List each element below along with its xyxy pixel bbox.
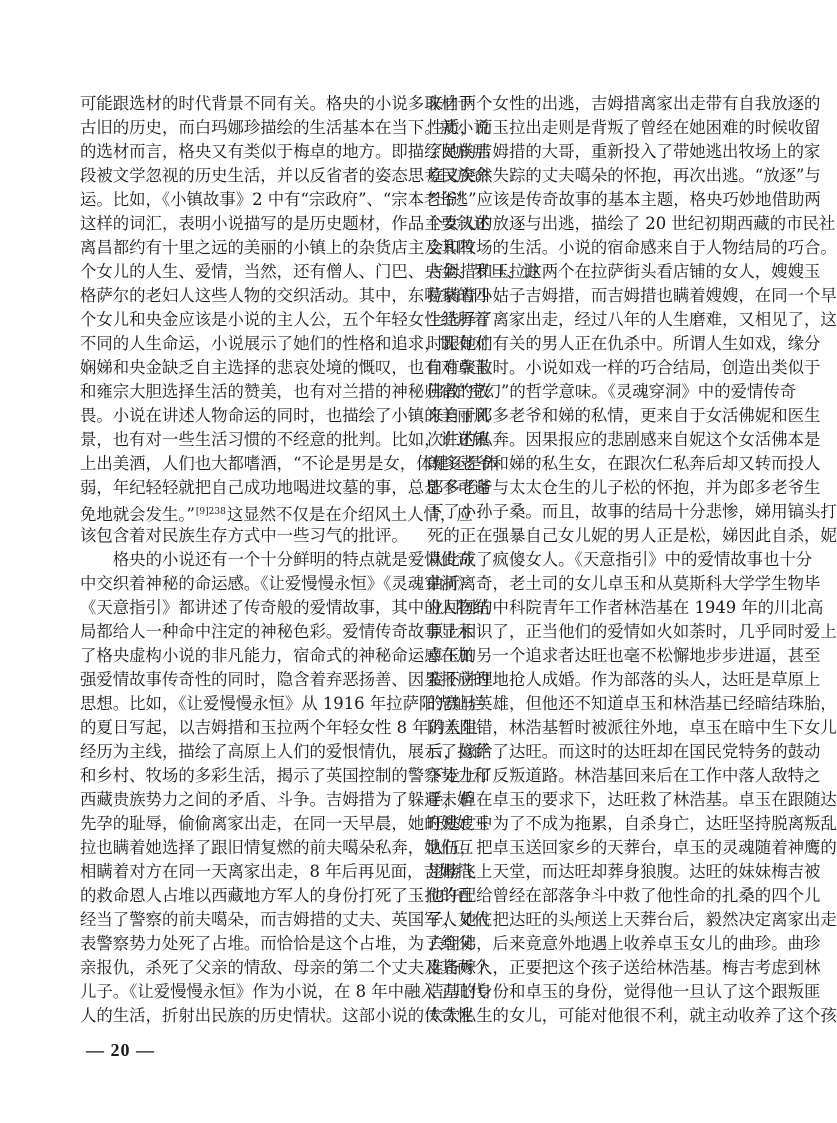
line-text: 的赛马英雄，但他还不知道卓玉和林浩基已经暗结珠胎， — [427, 694, 837, 713]
text-line — [80, 92, 474, 116]
line-text: 强爱情故事传奇性的同时，隐含着弃恶扬善、因果报应的 — [80, 670, 490, 689]
right-text-column — [427, 92, 837, 1028]
text-line — [80, 1004, 474, 1028]
text-line — [80, 836, 474, 860]
line-text: 队伍，把卓玉送回家乡的天葬台，卓玉的灵魂随着神鹰的 — [427, 838, 837, 857]
text-line — [427, 980, 821, 1004]
text-line — [80, 452, 499, 476]
line-text: 个女儿和央金应该是小说的主人公，五个年轻女性经历着 — [80, 310, 490, 329]
text-line — [80, 284, 490, 308]
line-text: 性质，而玉拉出走则是背叛了曾经在她困难的时候收留 — [427, 118, 821, 137]
line-text: 手，但在卓玉的要求下，达旺救了林浩基。卓玉在跟随达 — [427, 790, 837, 809]
text-line — [427, 284, 837, 308]
line-text: 业回国的中科院青年工作者林浩基在 1949 年的川北高 — [427, 598, 824, 617]
line-text: 阴差阳错，林浩基暂时被派往外地，卓玉在暗中生下女儿 — [427, 718, 837, 737]
line-text: 景，也有对一些生活习惯的不经意的批判。比如，讲述镇 — [80, 430, 490, 449]
line-text: 亲报仇，杀死了父亲的情敌、母亲的第二个丈夫及其两个 — [80, 958, 490, 977]
text-line — [80, 620, 474, 644]
line-text: 《天意指引》都讲述了传奇般的爱情故事，其中的人物结 — [80, 598, 490, 617]
line-text: 后，嫁给了达旺。而这时的达旺却在国民党特务的鼓动 — [427, 742, 821, 761]
text-line — [427, 260, 821, 284]
text-line — [80, 908, 490, 932]
text-line — [427, 404, 821, 428]
line-text: 郎多老爷与太太仓生的儿子松的怀抱，并为郎多老爷生 — [427, 478, 821, 497]
line-text: 上选择了离家出走，经过八年的人生磨难，又相见了，这 — [427, 310, 837, 329]
line-text: 原上相识了，正当他们的爱情如火如荼时，几乎同时爱上 — [427, 622, 837, 641]
line-text: 自有聚散时。小说如戏一样的巧合结局，创造出类似于 — [427, 358, 821, 377]
text-line — [427, 788, 837, 812]
line-text: 佛教“空幻”的哲学意味。《灵魂穿洞》中的爱情传奇 — [427, 382, 797, 401]
text-line — [427, 332, 821, 356]
text-line — [80, 356, 490, 380]
text-line — [427, 380, 797, 404]
line-text: 格萨尔的老妇人这些人物的交织活动。其中，东噶家的四 — [80, 286, 490, 305]
line-text: 拉瞒着小姑子吉姆措，而吉姆措也瞒着嫂嫂，在同一个早 — [427, 286, 837, 305]
line-text: 吉姆措和玉拉这两个在拉萨街头看店铺的女人，嫂嫂玉 — [427, 262, 821, 281]
line-text: 弱，年纪轻轻就把自己成功地喝进坟墓的事，总是不可避 — [80, 478, 490, 497]
line-text: 朗多老爷和娣的私生女，在跟次仁私奔后却又转而投人 — [427, 454, 821, 473]
line-text: 和乡村、牧场的多彩生活，揭示了英国控制的警察势力和 — [80, 766, 490, 785]
line-text: 运。比如，《小镇故事》2 中有“宗政府”、“宗本老爷” — [80, 190, 466, 209]
text-line — [427, 908, 837, 932]
text-line — [80, 380, 490, 404]
text-line — [427, 476, 821, 500]
line-text: 太太私生的女儿，可能对他很不利，就主动收养了这个孩 — [427, 1006, 837, 1025]
text-line — [427, 356, 821, 380]
line-text: 庭又突然失踪的丈夫噶朵的怀抱，再次出逃。“放逐”与 — [427, 166, 821, 185]
text-line — [80, 212, 490, 236]
line-text: 相瞒着对方在同一天离家出走，8 年后再见面，吉姆措 — [80, 862, 473, 881]
text-line — [80, 740, 490, 764]
line-text: 从此成了疯傻女人。《天意指引》中的爱情故事也十分 — [427, 550, 813, 569]
text-line — [80, 548, 474, 572]
text-line — [427, 692, 837, 716]
line-text: 可能跟选材的时代背景不同有关。格央的小说多取材于 — [80, 94, 474, 113]
line-text: 表警察势力处死了占堆。而恰恰是这个占堆，为了给父 — [80, 934, 474, 953]
line-text: 的救命恩人占堆以西藏地方军人的身份打死了玉拉的已 — [80, 886, 474, 905]
page-number: — 20 — — [86, 1040, 155, 1060]
line-text: 离昌都约有十里之远的美丽的小镇上的杂货店主及其四 — [80, 238, 474, 257]
line-text: 了她的吉姆措的大哥，重新投入了带她逃出牧场上的家 — [427, 142, 821, 161]
text-line — [80, 596, 490, 620]
citation-reference: [9]238 — [195, 507, 226, 517]
line-text: 经历为主线，描绘了高原上人们的爱恨情仇，展示了拉萨 — [80, 742, 490, 761]
text-line — [80, 500, 473, 524]
line-text: 个女人的放逐与出逃，描绘了 20 世纪初期西藏的市民社 — [427, 214, 836, 233]
line-text: 下走上了反叛道路。林浩基回来后在工作中落人敌特之 — [427, 766, 821, 785]
line-text: 古旧的历史，而白玛娜珍描绘的生活基本在当下。就小说 — [80, 118, 490, 137]
text-line — [80, 116, 490, 140]
text-line — [427, 500, 837, 524]
line-text: 来自于郎多老爷和娣的私情，更来自于女活佛妮和医生 — [427, 406, 821, 425]
text-line — [427, 884, 821, 908]
text-line — [427, 860, 821, 884]
line-text: 蛮不讲理地抢人成婚。作为部落的头人，达旺是草原上 — [427, 670, 821, 689]
text-line — [80, 404, 490, 428]
line-text: 死的正在强暴自己女儿妮的男人正是松，娣因此自杀，妮 — [427, 526, 837, 545]
text-line — [427, 524, 837, 548]
text-line — [80, 308, 490, 332]
line-text: 了格央虚构小说的非凡能力，宿命式的神秘命运感在加 — [80, 646, 474, 665]
line-text: 来自两个女性的出逃，吉姆措离家出走带有自我放逐的 — [427, 94, 821, 113]
line-text: 中交织着神秘的命运感。《让爱慢慢永恒》《灵魂穿洞》 — [80, 574, 474, 593]
text-line — [427, 812, 837, 836]
text-line — [427, 596, 824, 620]
line-text: 娴娣和央金缺乏自主选择的悲哀处境的慨叹，也有对卓玉 — [80, 358, 490, 377]
line-text: 局都给人一种命中注定的神秘色彩。爱情传奇故事显示 — [80, 622, 474, 641]
text-line — [427, 620, 837, 644]
line-text: 畏。小说在讲述人物命运的同时，也描绘了小镇的美丽风 — [80, 406, 490, 425]
line-text: 的选材而言，格央又有类似于梅卓的地方。即描绘民族那 — [80, 142, 490, 161]
line-text: 去朝佛，后来竟意外地遇上收养卓玉女儿的曲珍。曲珍 — [427, 934, 821, 953]
text-line — [427, 716, 837, 740]
line-text: 儿子。《让爱慢慢永恒》作为小说，在 8 年中融入了几代 — [80, 982, 487, 1001]
text-line — [80, 572, 474, 596]
text-line — [80, 164, 490, 188]
text-line — [80, 260, 539, 284]
text-line — [80, 884, 474, 908]
line-text: 的夏日写起，以吉姆措和玉拉两个年轻女性 8 年的人生 — [80, 718, 478, 737]
line-text: “出逃”应该是传奇故事的基本主题，格央巧妙地借助两 — [427, 190, 821, 209]
line-text: 不同的人生命运，小说展示了她们的性格和追求，既有对 — [80, 334, 490, 353]
line-text: 先孕的耻辱，偷偷离家出走，在同一天早晨，她的嫂嫂玉 — [80, 814, 490, 833]
text-line — [427, 668, 821, 692]
text-line — [427, 92, 821, 116]
line-text: 时跟她们有关的男人正在仇杀中。所谓人生如戏，缘分 — [427, 334, 821, 353]
text-line — [80, 140, 490, 164]
line-text: 免地就会发生。” — [80, 505, 195, 524]
text-line — [427, 644, 821, 668]
text-line — [427, 764, 821, 788]
text-line — [427, 740, 821, 764]
text-line — [427, 452, 821, 476]
line-text: 经当了警察的前夫噶朵，而吉姆措的丈夫、英国军人又代 — [80, 910, 490, 929]
line-text: 曲折离奇，老土司的女儿卓玉和从莫斯科大学学生物毕 — [427, 574, 821, 593]
text-line — [427, 140, 821, 164]
line-text: 西藏贵族势力之间的矛盾、斗争。吉姆措为了躲避未婚 — [80, 790, 474, 809]
line-text: 子，她在把达旺的头颅送上天葬台后，毅然决定离家出走 — [427, 910, 837, 929]
text-line — [80, 644, 474, 668]
line-text: 旺逃亡中为了不成为拖累，自杀身亡，达旺坚持脱离叛乱 — [427, 814, 837, 833]
text-line — [427, 836, 837, 860]
text-line — [80, 716, 478, 740]
text-line — [427, 188, 821, 212]
text-line — [427, 164, 821, 188]
text-line — [80, 188, 466, 212]
line-text: 段被文学忽视的历史生活，并以反省者的姿态思考民族命 — [80, 166, 490, 185]
line-text: 该包含着对民族生存方式中一些习气的批评。 — [80, 526, 408, 545]
text-line — [80, 668, 490, 692]
text-line — [80, 428, 490, 452]
text-line — [80, 956, 490, 980]
left-text-column — [80, 92, 539, 1028]
line-text: 卓玉的另一个追求者达旺也毫不松懈地步步进逼，甚至 — [427, 646, 821, 665]
line-text: 这显然不仅是在介绍风土人情，应 — [226, 505, 473, 524]
line-text: 格央的小说还有一个十分鲜明的特点就是爱情传奇 — [112, 550, 474, 569]
text-line — [427, 572, 821, 596]
line-text: 个女儿的人生、爱情，当然，还有僧人、门巴、央金、罗旦、讲 — [80, 262, 539, 281]
line-text: 人的生活，折射出民族的历史情状。这部小说的传奇性 — [80, 1006, 474, 1025]
line-text: 和雍宗大胆选择生活的赞美，也有对兰措的神秘归宿的敬 — [80, 382, 490, 401]
line-text: 浩基的身份和卓玉的身份，觉得他一旦认了这个跟叛匪 — [427, 982, 821, 1001]
line-text: 会和牧场的生活。小说的宿命感来自于人物结局的巧合。 — [427, 238, 837, 257]
line-text: 他许配给曾经在部落争斗中救了他性命的扎桑的四个儿 — [427, 886, 821, 905]
text-line — [80, 812, 490, 836]
text-line — [80, 788, 474, 812]
text-line — [80, 860, 473, 884]
line-text: 思想。比如，《让爱慢慢永恒》从 1916 年拉萨阳光灿烂 — [80, 694, 485, 713]
text-line — [80, 692, 485, 716]
line-text: 次仁的私奔。因果报应的悲剧感来自妮这个女活佛本是 — [427, 430, 821, 449]
line-text: 上出美酒，人们也大都嗜酒，“不论是男是女，体健还是体 — [80, 454, 499, 473]
text-line — [80, 236, 474, 260]
text-line — [80, 932, 474, 956]
text-line — [427, 428, 821, 452]
text-line — [427, 116, 821, 140]
text-line — [427, 308, 837, 332]
text-line — [80, 980, 487, 1004]
line-text: 这样的词汇，表明小说描写的是历史题材，作品主要叙述 — [80, 214, 490, 233]
text-line — [80, 332, 490, 356]
text-line — [80, 476, 490, 500]
line-text: 翅膀飞上天堂，而达旺却葬身狼腹。达旺的妹妹梅吉被 — [427, 862, 821, 881]
line-text: 准备嫁人，正要把这个孩子送给林浩基。梅吉考虑到林 — [427, 958, 821, 977]
text-line — [80, 764, 490, 788]
line-text: 下了小孙子桑。而且，故事的结局十分悲惨，娣用镐头打 — [427, 502, 837, 521]
text-line — [427, 236, 837, 260]
text-line — [427, 956, 821, 980]
text-line — [427, 932, 821, 956]
text-line — [427, 212, 836, 236]
text-line — [80, 524, 411, 548]
line-text: 拉也瞒着她选择了跟旧情复燃的前夫噶朵私奔，她们互 — [80, 838, 474, 857]
text-line — [427, 548, 813, 572]
text-line — [427, 1004, 837, 1028]
